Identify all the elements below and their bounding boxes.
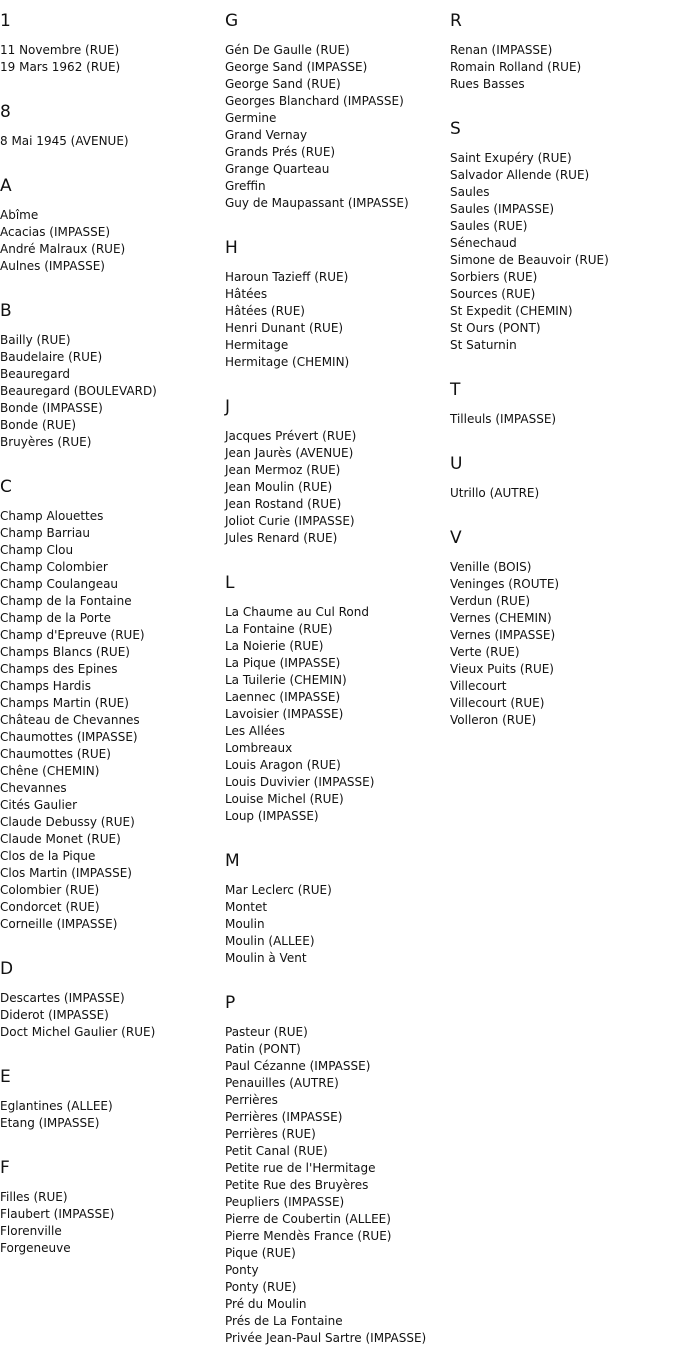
street-link[interactable]: Paul Cézanne (IMPASSE) <box>225 1059 371 1073</box>
street-link[interactable]: Beauregard (BOULEVARD) <box>0 384 157 398</box>
street-list <box>450 42 675 93</box>
letter-heading: G <box>225 11 239 31</box>
street-link[interactable]: Hâtées (RUE) <box>225 304 305 318</box>
street-link[interactable]: Descartes (IMPASSE) <box>0 991 125 1005</box>
street-link[interactable]: Champ d'Epreuve (RUE) <box>0 628 145 642</box>
street-link[interactable]: Doct Michel Gaulier (RUE) <box>0 1025 156 1039</box>
street-link[interactable]: Petit Canal (RUE) <box>225 1144 328 1158</box>
street-link[interactable]: Flaubert (IMPASSE) <box>0 1207 115 1221</box>
letter-section <box>0 958 225 1041</box>
street-link[interactable]: Utrillo (AUTRE) <box>450 486 540 500</box>
letter-heading: A <box>0 176 12 196</box>
letter-heading: T <box>450 380 461 400</box>
letter-section <box>225 572 450 825</box>
street-link[interactable]: Pasteur (RUE) <box>225 1025 308 1039</box>
street-link[interactable]: Louis Aragon (RUE) <box>225 758 341 772</box>
street-link[interactable]: Lavoisier (IMPASSE) <box>225 707 344 721</box>
street-link[interactable]: Baudelaire (RUE) <box>0 350 103 364</box>
street-link[interactable]: Henri Dunant (RUE) <box>225 321 344 335</box>
letter-section <box>450 527 675 729</box>
letter-section <box>225 850 450 967</box>
letter-heading: V <box>450 528 462 548</box>
street-column-2 <box>225 10 450 1372</box>
street-link[interactable]: Saules <box>450 185 490 199</box>
street-list <box>450 559 675 729</box>
letter-section <box>0 1157 225 1257</box>
street-link[interactable]: Verte (RUE) <box>450 645 520 659</box>
street-link[interactable]: Rues Basses <box>450 77 525 91</box>
street-list <box>0 133 225 150</box>
street-link[interactable]: Bonde (IMPASSE) <box>0 401 103 415</box>
street-link[interactable]: Corneille (IMPASSE) <box>0 917 118 931</box>
letter-section <box>0 300 225 451</box>
street-link[interactable]: Jules Renard (RUE) <box>225 531 338 545</box>
street-link[interactable]: Vieux Puits (RUE) <box>450 662 554 676</box>
street-link[interactable]: Jean Rostand (RUE) <box>225 497 342 511</box>
street-link[interactable]: Hermitage <box>225 338 289 352</box>
street-link[interactable]: Pierre de Coubertin (ALLEE) <box>225 1212 391 1226</box>
street-link[interactable]: Champ Clou <box>0 543 74 557</box>
street-link[interactable]: Clos de la Pique <box>0 849 96 863</box>
street-link[interactable]: George Sand (RUE) <box>225 77 341 91</box>
street-link[interactable]: Saint Exupéry (RUE) <box>450 151 572 165</box>
street-link[interactable]: Champs Blancs (RUE) <box>0 645 130 659</box>
letter-heading: E <box>0 1067 11 1087</box>
street-link[interactable]: Simone de Beauvoir (RUE) <box>450 253 609 267</box>
street-link[interactable]: Hermitage (CHEMIN) <box>225 355 350 369</box>
street-link[interactable]: Moulin à Vent <box>225 951 307 965</box>
street-link[interactable]: Villecourt <box>450 679 507 693</box>
street-link[interactable]: Patin (PONT) <box>225 1042 301 1056</box>
street-column-1 <box>0 10 225 1282</box>
letter-section <box>0 476 225 933</box>
street-link[interactable]: La Chaume au Cul Rond <box>225 605 369 619</box>
letter-section <box>225 10 450 212</box>
street-link[interactable]: Greffin <box>225 179 266 193</box>
street-link[interactable]: Grange Quarteau <box>225 162 330 176</box>
street-link[interactable]: Chaumottes (RUE) <box>0 747 111 761</box>
street-link[interactable]: Veninges (ROUTE) <box>450 577 560 591</box>
street-list <box>0 1098 225 1132</box>
street-link[interactable]: Gén De Gaulle (RUE) <box>225 43 350 57</box>
street-link[interactable]: Salvador Allende (RUE) <box>450 168 590 182</box>
street-list <box>0 42 225 76</box>
street-link[interactable]: Aulnes (IMPASSE) <box>0 259 105 273</box>
street-list <box>0 207 225 275</box>
letter-section <box>450 453 675 502</box>
letter-heading: 8 <box>0 102 11 122</box>
street-link[interactable]: Champ Coulangeau <box>0 577 119 591</box>
street-link[interactable]: Les Allées <box>225 724 285 738</box>
street-link[interactable]: Champs Hardis <box>0 679 92 693</box>
street-list <box>0 508 225 933</box>
street-link[interactable]: St Ours (PONT) <box>450 321 541 335</box>
street-link[interactable]: Romain Rolland (RUE) <box>450 60 582 74</box>
street-link[interactable]: Montet <box>225 900 268 914</box>
street-link[interactable]: La Noierie (RUE) <box>225 639 324 653</box>
street-column-3 <box>450 10 675 754</box>
street-link[interactable]: Champs des Epines <box>0 662 118 676</box>
street-link[interactable]: Peupliers (IMPASSE) <box>225 1195 345 1209</box>
street-link[interactable]: Perrières (IMPASSE) <box>225 1110 343 1124</box>
street-link[interactable]: La Tuilerie (CHEMIN) <box>225 673 347 687</box>
street-link[interactable]: Beauregard <box>0 367 70 381</box>
street-link[interactable]: Pré du Moulin <box>225 1297 307 1311</box>
street-link[interactable]: Lombreaux <box>225 741 293 755</box>
street-link[interactable]: Grands Prés (RUE) <box>225 145 336 159</box>
street-link[interactable]: Bruyères (RUE) <box>0 435 92 449</box>
street-list <box>450 485 675 502</box>
street-link[interactable]: Claude Debussy (RUE) <box>0 815 135 829</box>
street-link[interactable]: Laennec (IMPASSE) <box>225 690 341 704</box>
street-link[interactable]: Eglantines (ALLEE) <box>0 1099 113 1113</box>
street-link[interactable]: Vernes (IMPASSE) <box>450 628 556 642</box>
letter-section <box>450 10 675 93</box>
letter-heading: M <box>225 851 240 871</box>
street-link[interactable]: Sorbiers (RUE) <box>450 270 538 284</box>
street-link[interactable]: Germine <box>225 111 277 125</box>
letter-heading: 1 <box>0 11 11 31</box>
street-link[interactable]: Condorcet (RUE) <box>0 900 100 914</box>
street-link[interactable]: Saules (IMPASSE) <box>450 202 555 216</box>
street-link[interactable]: Champ Barriau <box>0 526 90 540</box>
letter-heading: F <box>0 1158 10 1178</box>
street-link[interactable]: Joliot Curie (IMPASSE) <box>225 514 355 528</box>
street-link[interactable]: Venille (BOIS) <box>450 560 532 574</box>
street-link[interactable]: Filles (RUE) <box>0 1190 68 1204</box>
street-link[interactable]: 8 Mai 1945 (AVENUE) <box>0 134 129 148</box>
street-link[interactable]: Colombier (RUE) <box>0 883 100 897</box>
letter-section <box>0 10 225 76</box>
street-list <box>225 604 450 825</box>
street-link[interactable]: Ponty (RUE) <box>225 1280 297 1294</box>
letter-section <box>450 379 675 428</box>
street-link[interactable]: Moulin (ALLEE) <box>225 934 315 948</box>
street-link[interactable]: Château de Chevannes <box>0 713 140 727</box>
street-link[interactable]: Petite Rue des Bruyères <box>225 1178 369 1192</box>
street-link[interactable]: Clos Martin (IMPASSE) <box>0 866 132 880</box>
street-link[interactable]: Perrières (RUE) <box>225 1127 316 1141</box>
street-link[interactable]: St Saturnin <box>450 338 517 352</box>
street-link[interactable]: Sénechaud <box>450 236 517 250</box>
street-link[interactable]: Perrières <box>225 1093 278 1107</box>
letter-heading: D <box>0 959 14 979</box>
street-link[interactable]: Penauilles (AUTRE) <box>225 1076 339 1090</box>
street-link[interactable]: Guy de Maupassant (IMPASSE) <box>225 196 409 210</box>
letter-heading: B <box>0 301 12 321</box>
street-link[interactable]: Loup (IMPASSE) <box>225 809 319 823</box>
letter-section <box>225 237 450 371</box>
letter-heading: H <box>225 238 238 258</box>
street-list <box>225 1024 450 1347</box>
street-link[interactable]: La Pique (IMPASSE) <box>225 656 341 670</box>
letter-section <box>225 992 450 1347</box>
street-link[interactable]: Etang (IMPASSE) <box>0 1116 100 1130</box>
street-link[interactable]: Pierre Mendès France (RUE) <box>225 1229 392 1243</box>
street-link[interactable]: St Expedit (CHEMIN) <box>450 304 573 318</box>
letter-heading: L <box>225 573 235 593</box>
street-link[interactable]: Petite rue de l'Hermitage <box>225 1161 376 1175</box>
street-link[interactable]: Mar Leclerc (RUE) <box>225 883 332 897</box>
street-list <box>225 42 450 212</box>
street-list <box>225 428 450 547</box>
street-link[interactable]: Prés de La Fontaine <box>225 1314 343 1328</box>
street-link[interactable]: Verdun (RUE) <box>450 594 531 608</box>
street-link[interactable]: George Sand (IMPASSE) <box>225 60 368 74</box>
street-link[interactable]: 19 Mars 1962 (RUE) <box>0 60 121 74</box>
street-list <box>450 150 675 354</box>
street-link[interactable]: Cités Gaulier <box>0 798 78 812</box>
street-list <box>0 990 225 1041</box>
street-link[interactable]: Saules (RUE) <box>450 219 528 233</box>
letter-heading: C <box>0 477 12 497</box>
street-link[interactable]: Georges Blanchard (IMPASSE) <box>225 94 404 108</box>
letter-section <box>0 175 225 275</box>
street-link[interactable]: Champ Alouettes <box>0 509 104 523</box>
street-list <box>0 1189 225 1257</box>
street-link[interactable]: Moulin <box>225 917 265 931</box>
street-link[interactable]: Renan (IMPASSE) <box>450 43 553 57</box>
street-list <box>225 269 450 371</box>
street-link[interactable]: Hâtées <box>225 287 268 301</box>
street-link[interactable]: Forgeneuve <box>0 1241 71 1255</box>
street-link[interactable]: Tilleuls (IMPASSE) <box>450 412 557 426</box>
street-link[interactable]: Haroun Tazieff (RUE) <box>225 270 349 284</box>
street-link[interactable]: Grand Vernay <box>225 128 308 142</box>
letter-section <box>450 118 675 354</box>
street-link[interactable]: La Fontaine (RUE) <box>225 622 333 636</box>
street-link[interactable]: Volleron (RUE) <box>450 713 537 727</box>
letter-heading: J <box>225 397 231 417</box>
street-link[interactable]: Bonde (RUE) <box>0 418 77 432</box>
street-link[interactable]: Chêne (CHEMIN) <box>0 764 100 778</box>
street-link[interactable]: Diderot (IMPASSE) <box>0 1008 109 1022</box>
street-link[interactable]: Jean Moulin (RUE) <box>225 480 333 494</box>
street-link[interactable]: Champ Colombier <box>0 560 108 574</box>
letter-heading: S <box>450 119 461 139</box>
street-link[interactable]: Villecourt (RUE) <box>450 696 545 710</box>
street-link[interactable]: Chaumottes (IMPASSE) <box>0 730 138 744</box>
street-link[interactable]: Privée Jean-Paul Sartre (IMPASSE) <box>225 1331 427 1345</box>
street-link[interactable]: Claude Monet (RUE) <box>0 832 121 846</box>
street-link[interactable]: Louise Michel (RUE) <box>225 792 344 806</box>
street-link[interactable]: Jacques Prévert (RUE) <box>225 429 357 443</box>
street-link[interactable]: Florenville <box>0 1224 62 1238</box>
street-link[interactable]: Bailly (RUE) <box>0 333 71 347</box>
street-link[interactable]: Jean Jaurès (AVENUE) <box>225 446 354 460</box>
street-link[interactable]: Sources (RUE) <box>450 287 536 301</box>
letter-heading: P <box>225 993 236 1013</box>
street-list <box>0 332 225 451</box>
street-link[interactable]: Ponty <box>225 1263 259 1277</box>
street-link[interactable]: Champ de la Porte <box>0 611 111 625</box>
street-link[interactable]: Champ de la Fontaine <box>0 594 132 608</box>
street-link[interactable]: Chevannes <box>0 781 67 795</box>
street-link[interactable]: Jean Mermoz (RUE) <box>225 463 341 477</box>
street-link[interactable]: Louis Duvivier (IMPASSE) <box>225 775 375 789</box>
street-list <box>225 882 450 967</box>
street-link[interactable]: André Malraux (RUE) <box>0 242 126 256</box>
street-link[interactable]: Champs Martin (RUE) <box>0 696 129 710</box>
street-link[interactable]: Vernes (CHEMIN) <box>450 611 552 625</box>
street-link[interactable]: Acacias (IMPASSE) <box>0 225 111 239</box>
street-list <box>450 411 675 428</box>
street-link[interactable]: Abîme <box>0 208 39 222</box>
street-link[interactable]: 11 Novembre (RUE) <box>0 43 120 57</box>
letter-heading: R <box>450 11 462 31</box>
letter-section <box>0 101 225 150</box>
letter-section <box>0 1066 225 1132</box>
letter-section <box>225 396 450 547</box>
letter-heading: U <box>450 454 463 474</box>
street-link[interactable]: Pique (RUE) <box>225 1246 296 1260</box>
